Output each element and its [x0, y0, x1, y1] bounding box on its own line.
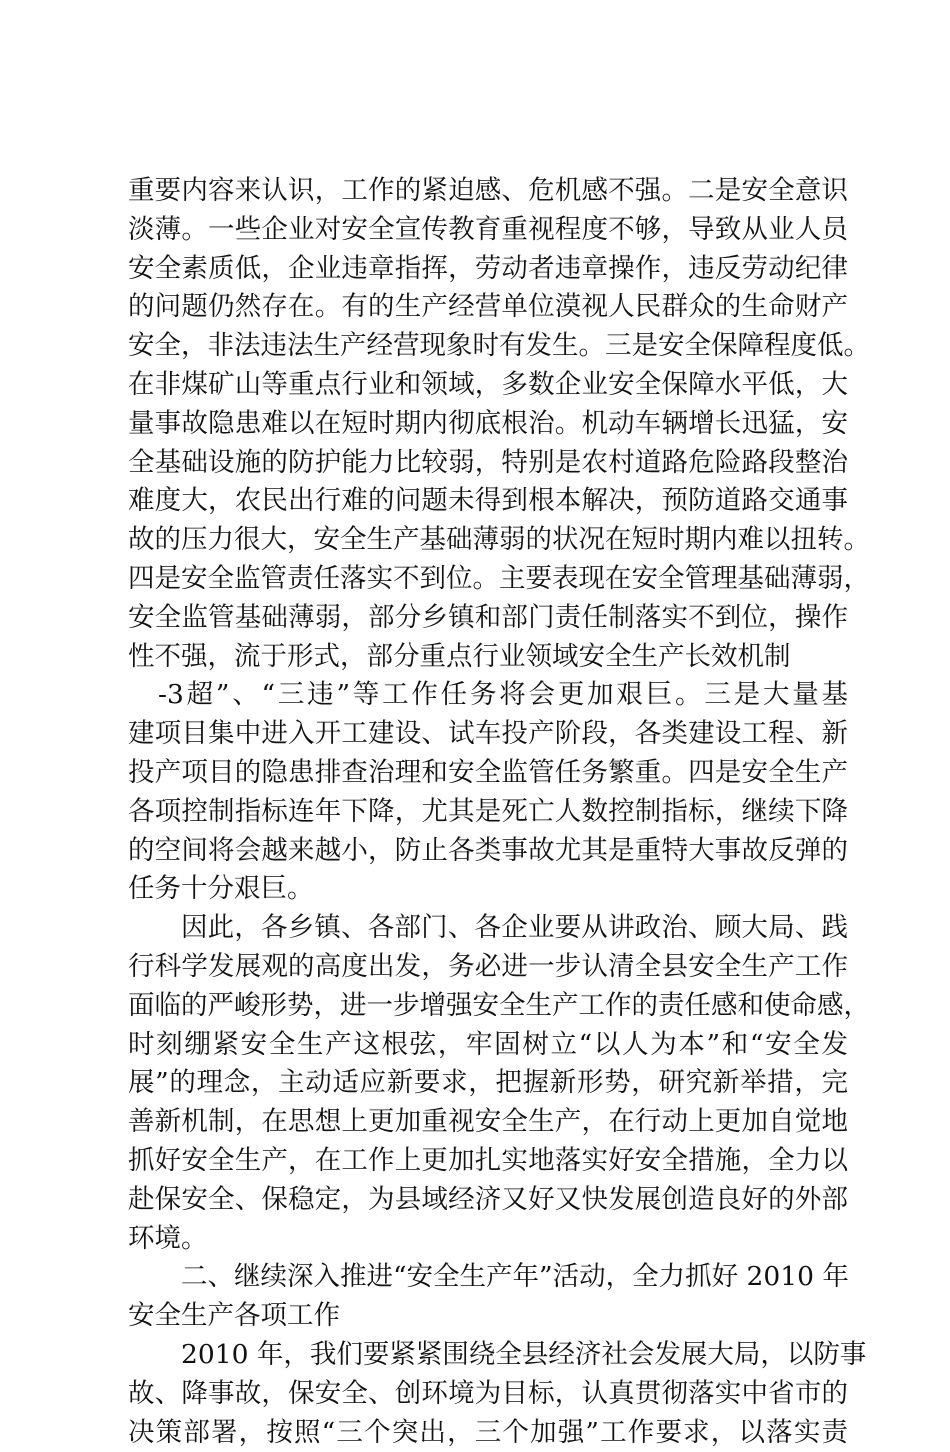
- text-line: 善新机制，在思想上更加重视安全生产，在行动上更加自觉地: [128, 1103, 848, 1142]
- text-line: 展”的理念，主动适应新要求，把握新形势，研究新举措，完: [128, 1064, 848, 1103]
- text-line: 在非煤矿山等重点行业和领域，多数企业安全保障水平低，大: [128, 366, 848, 405]
- text-line: 赴保安全、保稳定，为县域经济又好又快发展创造良好的外部: [128, 1181, 848, 1220]
- text-line: 重要内容来认识，工作的紧迫感、危机感不强。二是安全意识: [128, 172, 848, 211]
- text-line: 各项控制指标连年下降，尤其是死亡人数控制指标，继续下降: [128, 793, 848, 832]
- text-line: 二、继续深入推进“安全生产年”活动，全力抓好 2010 年: [128, 1258, 848, 1297]
- text-line: 面临的严峻形势，进一步增强安全生产工作的责任感和使命感，: [128, 987, 848, 1026]
- text-line: 安全监管基础薄弱，部分乡镇和部门责任制落实不到位，操作: [128, 599, 848, 638]
- text-line: 任务十分艰巨。: [128, 870, 848, 909]
- text-line: 故、降事故，保安全、创环境为目标，认真贯彻落实中省市的: [128, 1375, 848, 1414]
- text-line: 安全生产各项工作: [128, 1297, 848, 1336]
- text-line: 淡薄。一些企业对安全宣传教育重视程度不够，导致从业人员: [128, 211, 848, 250]
- text-line: 的问题仍然存在。有的生产经营单位漠视人民群众的生命财产: [128, 288, 848, 327]
- text-line: 难度大，农民出行难的问题未得到根本解决，预防道路交通事: [128, 482, 848, 521]
- text-line: 建项目集中进入开工建设、试车投产阶段，各类建设工程、新: [128, 715, 848, 754]
- text-line: 行科学发展观的高度出发，务必进一步认清全县安全生产工作: [128, 948, 848, 987]
- text-line: 环境。: [128, 1220, 848, 1259]
- text-line: 投产项目的隐患排查治理和安全监管任务繁重。四是安全生产: [128, 754, 848, 793]
- text-line: 性不强，流于形式，部分重点行业领域安全生产长效机制: [128, 638, 848, 677]
- text-line: 抓好安全生产，在工作上更加扎实地落实好安全措施，全力以: [128, 1142, 848, 1181]
- text-line: 安全素质低，企业违章指挥，劳动者违章操作，违反劳动纪律: [128, 250, 848, 289]
- text-line: 四是安全监管责任落实不到位。主要表现在安全管理基础薄弱，: [128, 560, 848, 599]
- text-line: -3超”、“三违”等工作任务将会更加艰巨。三是大量基: [128, 676, 848, 715]
- text-line: 时刻绷紧安全生产这根弦，牢固树立“以人为本”和“安全发: [128, 1026, 848, 1065]
- text-line: 量事故隐患难以在短时期内彻底根治。机动车辆增长迅猛，安: [128, 405, 848, 444]
- document-page: [128, 172, 848, 1452]
- text-line: 决策部署，按照“三个突出，三个加强”工作要求，以落实责: [128, 1414, 848, 1452]
- text-line: 的空间将会越来越小，防止各类事故尤其是重特大事故反弹的: [128, 832, 848, 871]
- text-line: 故的压力很大，安全生产基础薄弱的状况在短时期内难以扭转。: [128, 521, 848, 560]
- text-line: 因此，各乡镇、各部门、各企业要从讲政治、顾大局、践: [128, 909, 848, 948]
- text-line: 2010 年，我们要紧紧围绕全县经济社会发展大局，以防事: [128, 1336, 848, 1375]
- text-line: 安全，非法违法生产经营现象时有发生。三是安全保障程度低。: [128, 327, 848, 366]
- text-line: 全基础设施的防护能力比较弱，特别是农村道路危险路段整治: [128, 444, 848, 483]
